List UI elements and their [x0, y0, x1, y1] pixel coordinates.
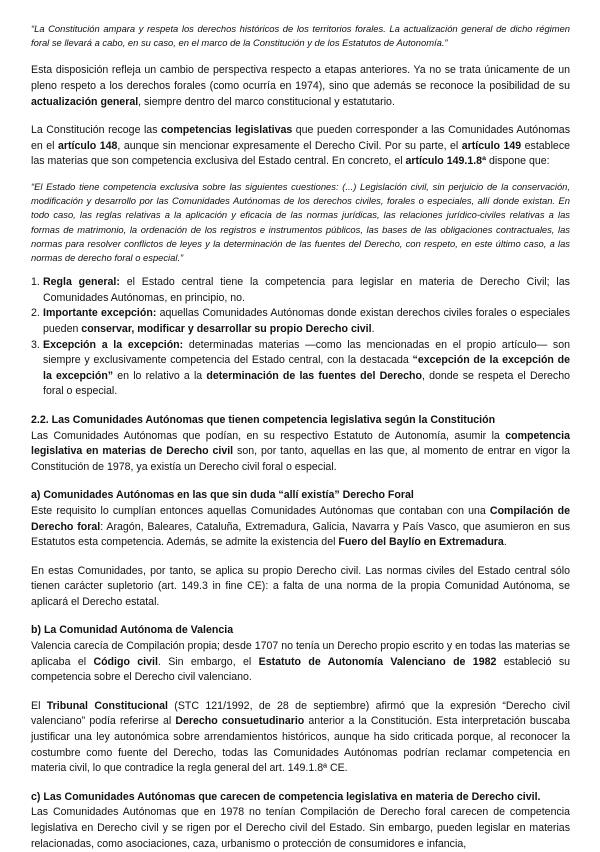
list-item: 1. Regla general: el Estado central tiene la competencia para legislar en materia de Derecho Civil; las Comunidades Autónomas, en principio, no.	[31, 276, 570, 304]
quote-articulo-149: “El Estado tiene competencia exclusiva sobre las siguientes cuestiones: (...) Legislación civil, sin perjuicio de la conservación, modificación y desarrollo por las Comunidades Autónomas de los derechos civiles, forales o especiales, allí donde existan. En todo caso, las reglas relativas a la aplicación y eficacia de las normas jurídicas, las relaciones jurídico-civiles relativas a las formas de matrimonio, la ordenación de los registros e instrumentos públicos, las bases de las obligaciones contractuales, las normas para resolver conflictos de leyes y la determinación de las fuentes del Derecho, con respeto, en este último caso, a las normas de derecho foral o especial.”	[31, 180, 570, 263]
paragraph-cambio-perspectiva: Esta disposición refleja un cambio de perspectiva respecto a etapas anteriores. Ya no se trata únicamente de un pleno respeto a los derechos forales (como ocurría en 1974), sino que además se reconoce la posibilidad de su actualización general, siempre dentro del marco constitucional y estatutario.	[31, 64, 570, 108]
section-heading-2-2: 2.2. Las Comunidades Autónomas que tienen competencia legislativa según la Constitución	[31, 413, 496, 426]
paragraph-section-2-2: Las Comunidades Autónomas que podían, en su respectivo Estatuto de Autonomía, asumir la competencia legislativa en materias de Derecho civil son, por tanto, aquellas en las que, al momento de entrar en vigor la Constitución de 1978, ya existía un Derecho civil foral o especial.	[31, 429, 570, 473]
list-item: 3. Excepción a la excepción: determinadas materias —como las mencionadas en el propio artículo— son siempre y exclusivamente competencia del Estado central, con la destacada “excepción de la excepción de la excepción” en lo relativo a la determinación de las fuentes del Derecho, donde se respeta el Derecho foral o especial.	[31, 338, 570, 398]
paragraph-section-a-supletorio: En estas Comunidades, por tanto, se aplica su propio Derecho civil. Las normas civiles del Estado central sólo tienen carácter supletorio (art. 149.3 in fine CE): a falta de una norma de la propia Comunidad Autónoma, se aplicará el Derecho estatal.	[31, 564, 570, 608]
paragraph-section-b-tribunal: El Tribunal Constitucional (STC 121/1992, de 28 de septiembre) afirmó que la expresión “Derecho civil valenciano” podía referirse al Derecho consuetudinario anterior a la Constitución. Esta interpretación buscaba justificar una ley autonómica sobre arrendamientos históricos, aunque ha sido criticada porque, al reconocer la costumbre como fuente del Derecho, todas las Comunidades Autónomas podrían reclamar competencia en materia civil, lo que contradice la regla general del art. 149.1.8ª CE.	[31, 699, 570, 775]
section-heading-a: a) Comunidades Autónomas en las que sin duda “allí existía” Derecho Foral	[31, 489, 414, 502]
section-heading-c: c) Las Comunidades Autónomas que carecen de competencia legislativa en materia de Derecho civil.	[31, 790, 541, 803]
paragraph-section-a: Este requisito lo cumplían entonces aquellas Comunidades Autónomas que contaban con una Compilación de Derecho foral: Aragón, Baleares, Cataluña, Extremadura, Galicia, Navarra y País Vasco, que asumieron en sus Estatutos esta competencia. Además, se admite la existencia del Fuero del Baylío en Extremadura.	[31, 504, 571, 549]
list-item: 2. Importante excepción: aquellas Comunidades Autónomas donde existan derechos civiles forales o especiales pueden conservar, modificar y desarrollar su propio Derecho civil.	[31, 307, 570, 335]
paragraph-section-b: Valencia carecía de Compilación propia; desde 1707 no tenía un Derecho propio escrito y en todas las materias se aplicaba el Código civil. Sin embargo, el Estatuto de Autonomía Valenciano de 1982 estableció su competencia sobre el Derecho civil valenciano.	[31, 640, 571, 684]
section-heading-b: b) La Comunidad Autónoma de Valencia	[31, 624, 234, 637]
quote-disposicion-adicional: “La Constitución ampara y respeta los derechos históricos de los territorios forales. La actualización general de dicho régimen foral se llevará a cabo, en su caso, en el marco de la Constitución y de los Estatutos de Autonomía.”	[31, 23, 570, 49]
numbered-list	[31, 275, 570, 400]
paragraph-competencias-legislativas: La Constitución recoge las competencias legislativas que pueden corresponder a las Comunidades Autónomas en el artículo 148, aunque sin mencionar expresamente el Derecho Civil. Por su parte, el artículo 149 establece las materias que son competencia exclusiva del Estado central. En concreto, el artículo 149.1.8ª dispone que:	[31, 124, 571, 168]
paragraph-section-c: Las Comunidades Autónomas que en 1978 no tenían Compilación de Derecho foral carecen de competencia legislativa en Derecho civil y se rigen por el Derecho civil del Estado. Sin embargo, pueden legislar en materias relacionadas, como asociaciones, caza, urbanismo o protección de consumidores e infancia,	[31, 806, 570, 850]
